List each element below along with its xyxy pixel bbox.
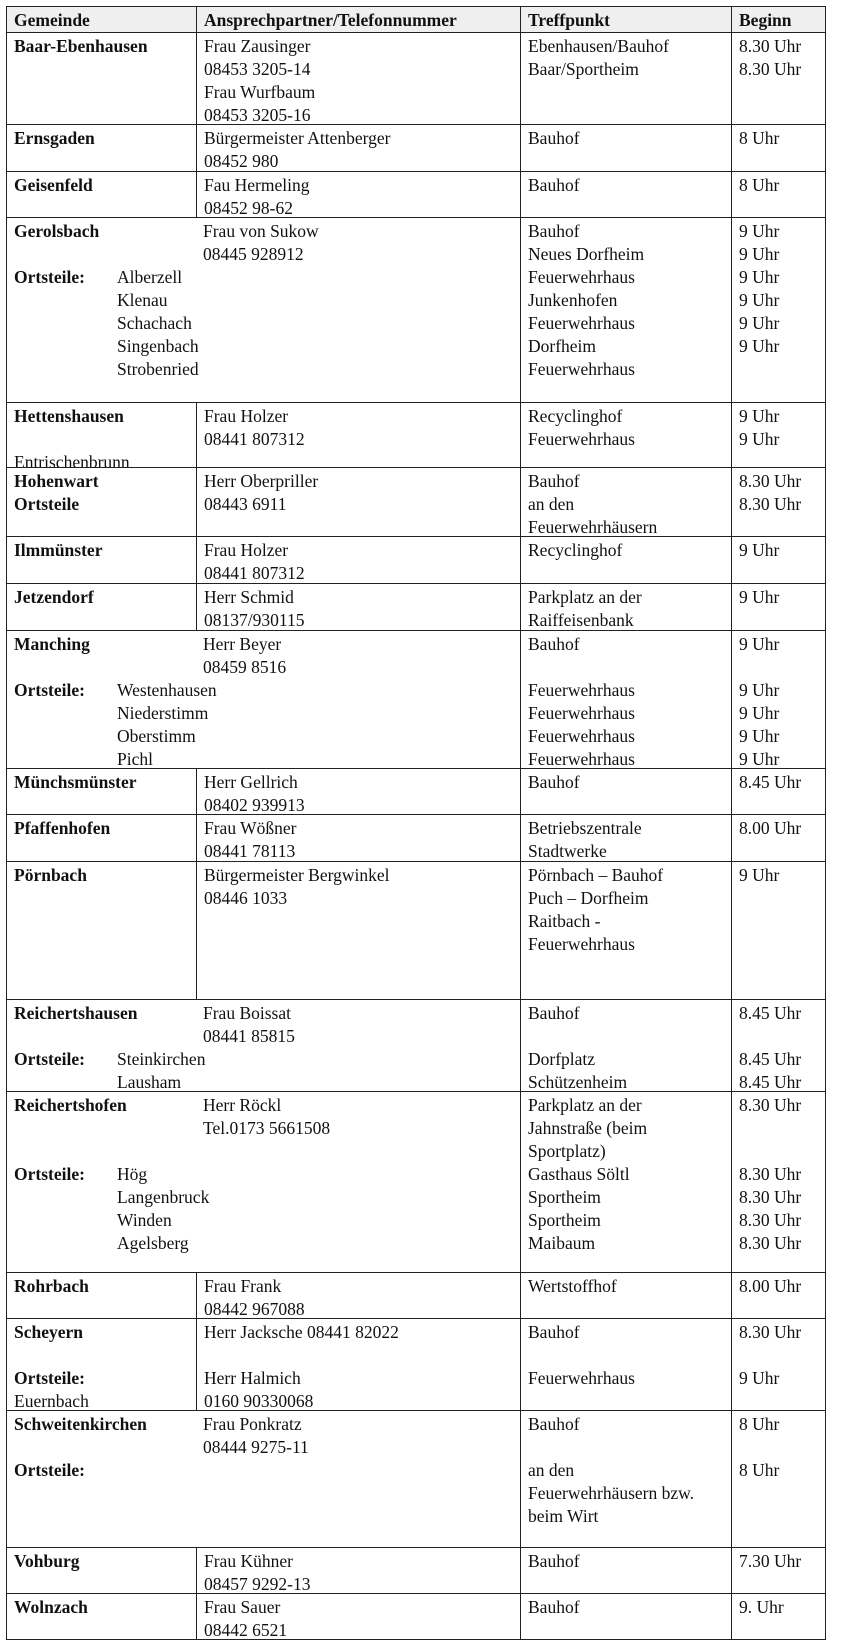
contact-line: 08445 928912 [203,244,304,264]
treffpunkt-line: Feuerwehrhaus [528,703,635,723]
table-row [7,630,825,768]
treffpunkt-line: Puch – Dorfheim [528,888,649,908]
treffpunkt-line: Sportplatz) [528,1141,606,1161]
gemeinde-cell [7,862,196,999]
beginn-line: 8.45 Uhr [739,772,802,792]
gemeinde-name: Vohburg [14,1551,80,1571]
contact-line: Tel.0173 5661508 [203,1118,331,1138]
contact-line: 08452 980 [204,151,279,171]
beginn-cell [731,1092,827,1272]
treffpunkt-line: Feuerwehrhäusern bzw. [528,1483,695,1503]
contact-line: 08441 807312 [204,429,305,449]
ortsteil-name: Klenau [117,290,168,310]
beginn-line [739,656,827,679]
gemeinde-line: Ortsteile: [14,1368,85,1388]
gemeinde-cell [7,584,196,630]
treffpunkt-line: Bauhof [528,1003,580,1023]
beginn-line: 8.45 Uhr [739,1003,802,1023]
contact-line: Frau Ponkratz [203,1414,302,1434]
gemeinde-name: Ilmmünster [14,540,103,560]
gemeinde-cell [7,1548,196,1593]
treffpunkt-cell [520,584,731,630]
ortsteile-label: Ortsteile: [14,1460,85,1480]
contact-line: 08441 85815 [203,1026,295,1046]
treffpunkt-cell [520,1548,731,1593]
treffpunkt-line: Ebenhausen/Bauhof [528,36,669,56]
ortsteile-label: Ortsteile: [14,1049,85,1069]
gemeinde-cell [7,125,196,171]
treffpunkt-cell [520,537,731,583]
contact-line: Herr Beyer [203,634,282,654]
contact-line: Fau Hermeling [204,175,310,195]
treffpunkt-line: Maibaum [528,1233,596,1253]
contact-line [204,1344,520,1367]
gemeinde-contact-cell [7,631,520,768]
gemeinde-name: Hettenshausen [14,406,124,426]
contact-cell [196,1548,520,1593]
gemeinde-name: Münchsmünster [14,772,137,792]
treffpunkt-line: Bauhof [528,1414,580,1434]
contact-line: 08453 3205-14 [204,59,311,79]
ortsteil-name: Westenhausen [117,680,217,700]
treffpunkt-line: Bauhof [528,1551,580,1571]
treffpunkt-line: Jahnstraße (beim [528,1118,648,1138]
gemeinde-line: Euernbach [14,1391,89,1411]
contact-line: Frau Boissat [203,1003,291,1023]
beginn-cell [731,631,827,768]
beginn-line: 8.00 Uhr [739,1276,802,1296]
treffpunkt-line [528,1344,731,1367]
gemeinde-name: Ernsgaden [14,128,95,148]
gemeinde-cell [7,1273,196,1318]
contact-line: Frau von Sukow [203,221,319,241]
treffpunkt-line: Gasthaus Söltl [528,1164,630,1184]
treffpunkt-cell [520,862,731,999]
ortsteil-name: Strobenried [117,359,199,379]
beginn-cell [731,125,827,171]
beginn-line: 9 Uhr [739,244,780,264]
treffpunkt-line: Sportheim [528,1187,601,1207]
beginn-cell [731,403,827,467]
contact-cell [196,584,520,630]
ortsteil-name: Langenbruck [117,1187,210,1207]
beginn-line [739,1344,827,1367]
contact-cell [196,769,520,814]
treffpunkt-cell [520,815,731,861]
ortsteil-name: Alberzell [117,267,183,287]
beginn-line: 9 Uhr [739,865,780,885]
contact-line: Herr Halmich [204,1368,301,1388]
beginn-cell [731,862,827,999]
beginn-cell [731,815,827,861]
treffpunkt-line: Recyclinghof [528,406,623,426]
beginn-line: 8.30 Uhr [739,1164,802,1184]
header-beginn: Beginn [731,7,827,32]
beginn-line: 8.30 Uhr [739,1095,802,1115]
beginn-line: 9 Uhr [739,726,780,746]
treffpunkt-line: Feuerwehrhaus [528,934,635,954]
header-treffpunkt: Treffpunkt [520,7,731,32]
table-row [7,583,825,630]
treffpunkt-line: Junkenhofen [528,290,618,310]
treffpunkt-line: Raiffeisenbank [528,610,634,630]
gemeinde-name: Schweitenkirchen [14,1414,147,1434]
beginn-line: 7.30 Uhr [739,1551,802,1571]
ortsteile-label: Ortsteile: [14,267,85,287]
gemeinde-name: Pörnbach [14,865,87,885]
treffpunkt-line: Bauhof [528,1597,580,1617]
contact-line: Herr Schmid [204,587,294,607]
beginn-line [739,1436,827,1459]
ortsteil-name: Oberstimm [117,726,196,746]
table-row [7,536,825,583]
beginn-line: 9 Uhr [739,336,780,356]
beginn-line: 8 Uhr [739,1460,780,1480]
beginn-line: 8.45 Uhr [739,1072,802,1092]
beginn-line [739,1025,827,1048]
table-row [7,999,825,1091]
beginn-line: 8.30 Uhr [739,471,802,491]
beginn-cell [731,1000,827,1091]
beginn-cell [731,218,827,402]
beginn-line: 9 Uhr [739,634,780,654]
treffpunkt-line: Parkplatz an der [528,587,642,607]
beginn-line: 9 Uhr [739,429,780,449]
contact-line: Herr Oberpriller [204,471,319,491]
treffpunkt-line: Stadtwerke [528,841,607,861]
ortsteil-name: Pichl [117,749,153,769]
treffpunkt-cell [520,1411,731,1547]
contact-cell [196,172,520,217]
treffpunkt-line: Neues Dorfheim [528,244,645,264]
contact-cell [196,862,520,999]
beginn-line: 9 Uhr [739,290,780,310]
treffpunkt-line: Betriebszentrale [528,818,642,838]
beginn-line [739,1140,827,1163]
meeting-points-table [6,6,826,1640]
treffpunkt-line: Bauhof [528,1322,580,1342]
contact-line: Frau Wurfbaum [204,82,316,102]
table-row [7,1410,825,1547]
beginn-line: 8.30 Uhr [739,59,802,79]
contact-cell [196,125,520,171]
treffpunkt-line: Feuerwehrhäusern [528,517,658,537]
ortsteile-label: Ortsteile: [14,680,85,700]
table-row [7,1318,825,1410]
table-row [7,217,825,402]
ortsteil-name: Hög [117,1164,148,1184]
treffpunkt-cell [520,125,731,171]
contact-line: 08459 8516 [203,657,287,677]
treffpunkt-line: Raitbach - [528,911,601,931]
gemeinde-line [14,1344,196,1367]
beginn-cell [731,172,827,217]
contact-line: 08453 3205-16 [204,105,311,125]
contact-line: 08441 78113 [204,841,296,861]
beginn-line: 8.30 Uhr [739,494,802,514]
gemeinde-name: Pfaffenhofen [14,818,111,838]
treffpunkt-line: beim Wirt [528,1506,599,1526]
gemeinde-name: Gerolsbach [14,221,100,241]
contact-cell [196,1594,520,1639]
gemeinde-name: Wolnzach [14,1597,88,1617]
treffpunkt-cell [520,1594,731,1639]
ortsteil-name: Lausham [117,1072,182,1092]
beginn-line: 9 Uhr [739,749,780,769]
gemeinde-name: Manching [14,634,90,654]
beginn-line: 8.30 Uhr [739,1187,802,1207]
beginn-line: 9 Uhr [739,1368,780,1388]
gemeinde-contact-cell [7,1411,520,1547]
contact-line: Frau Wößner [204,818,297,838]
treffpunkt-line: Sportheim [528,1210,601,1230]
beginn-line: 8.30 Uhr [739,1210,802,1230]
gemeinde-cell [7,33,196,124]
table-row [7,402,825,472]
treffpunkt-line: Feuerwehrhaus [528,359,635,379]
beginn-line: 8.45 Uhr [739,1049,802,1069]
gemeinde-name: Rohrbach [14,1276,89,1296]
beginn-line: 8 Uhr [739,1414,780,1434]
contact-cell [196,403,520,467]
contact-line: Frau Sauer [204,1597,281,1617]
gemeinde-name: Hohenwart [14,471,99,491]
gemeinde-contact-cell [7,1092,520,1272]
ortsteil-name: Singenbach [117,336,199,356]
beginn-line: 9 Uhr [739,313,780,333]
contact-cell [196,33,520,124]
gemeinde-contact-cell [7,1000,520,1091]
contact-line: Frau Frank [204,1276,282,1296]
table-row [7,814,825,861]
gemeinde-sub: Entrischenbrunn [14,452,130,472]
contact-cell [196,1319,520,1410]
beginn-line: 8.30 Uhr [739,36,802,56]
contact-line: Herr Röckl [203,1095,282,1115]
beginn-line: 9 Uhr [739,540,780,560]
contact-line: 08441 807312 [204,563,305,583]
treffpunkt-cell [520,468,731,536]
gemeinde-cell [7,769,196,814]
treffpunkt-line: Bauhof [528,221,580,241]
contact-line: 08446 1033 [204,888,288,908]
treffpunkt-cell [520,1000,731,1091]
contact-line: 0160 90330068 [204,1391,314,1411]
contact-line: 08137/930115 [204,610,305,630]
treffpunkt-line: Feuerwehrhaus [528,749,635,769]
gemeinde-cell [7,1319,196,1410]
gemeinde-contact-cell [7,218,520,402]
treffpunkt-line: an den [528,494,575,514]
treffpunkt-line: Dorfheim [528,336,597,356]
treffpunkt-line: Feuerwehrhaus [528,313,635,333]
table-row [7,1091,825,1272]
treffpunkt-cell [520,769,731,814]
beginn-line: 8 Uhr [739,128,780,148]
beginn-line: 8.30 Uhr [739,1233,802,1253]
contact-cell [196,468,520,536]
treffpunkt-line: Feuerwehrhaus [528,1368,635,1388]
treffpunkt-line: Bauhof [528,175,580,195]
treffpunkt-line [528,656,731,679]
gemeinde-sub: Ortsteile [14,494,80,514]
contact-line: 08457 9292-13 [204,1574,311,1594]
beginn-cell [731,584,827,630]
beginn-line [739,1117,827,1140]
treffpunkt-line: Schützenheim [528,1072,628,1092]
beginn-cell [731,1319,827,1410]
treffpunkt-cell [520,1092,731,1272]
beginn-line: 9 Uhr [739,221,780,241]
gemeinde-line: Scheyern [14,1322,84,1342]
table-row [7,1547,825,1593]
treffpunkt-cell [520,631,731,768]
gemeinde-cell [7,537,196,583]
gemeinde-cell [7,172,196,217]
gemeinde-name: Baar-Ebenhausen [14,36,148,56]
treffpunkt-line: Bauhof [528,772,580,792]
treffpunkt-cell [520,1273,731,1318]
ortsteil-name: Agelsberg [117,1233,189,1253]
table-row [7,171,825,217]
beginn-line: 8.00 Uhr [739,818,802,838]
contact-line: Bürgermeister Attenberger [204,128,391,148]
treffpunkt-line: Feuerwehrhaus [528,726,635,746]
beginn-line: 9 Uhr [739,406,780,426]
treffpunkt-line: Feuerwehrhaus [528,429,635,449]
contact-line: 08444 9275-11 [203,1437,309,1457]
beginn-cell [731,1411,827,1547]
gemeinde-cell [7,1594,196,1639]
gemeinde-name: Geisenfeld [14,175,93,195]
treffpunkt-line: Wertstoffhof [528,1276,617,1296]
beginn-cell [731,1548,827,1593]
beginn-cell [731,1273,827,1318]
treffpunkt-line [528,1025,731,1048]
contact-line: Frau Holzer [204,540,289,560]
treffpunkt-cell [520,403,731,467]
treffpunkt-cell [520,218,731,402]
treffpunkt-line: Parkplatz an der [528,1095,642,1115]
ortsteil-name: Steinkirchen [117,1049,206,1069]
contact-line: 08442 6521 [204,1620,288,1640]
contact-line: 08452 98-62 [204,198,293,218]
gemeinde-cell [7,468,196,536]
contact-line: Herr Jacksche 08441 82022 [204,1322,399,1342]
treffpunkt-line: Feuerwehrhaus [528,267,635,287]
ortsteil-name: Winden [117,1210,172,1230]
beginn-line: 9 Uhr [739,703,780,723]
table-row [7,32,825,124]
beginn-line: 9 Uhr [739,680,780,700]
beginn-cell [731,33,827,124]
treffpunkt-cell [520,33,731,124]
table-row [7,1593,825,1639]
table-row [7,1272,825,1318]
gemeinde-cell [7,815,196,861]
table-row [7,124,825,171]
contact-cell [196,1273,520,1318]
treffpunkt-line: Bauhof [528,128,580,148]
ortsteil-name: Niederstimm [117,703,209,723]
table-row [7,467,825,536]
beginn-cell [731,769,827,814]
treffpunkt-line [528,1436,731,1459]
treffpunkt-line: Bauhof [528,471,580,491]
header-contact: Ansprechpartner/Telefonnummer [196,7,520,32]
gemeinde-cell [7,403,196,472]
table-row [7,861,825,999]
contact-line: Frau Holzer [204,406,289,426]
gemeinde-name: Reichertshofen [14,1095,127,1115]
table-header-row [7,7,825,32]
contact-cell [196,815,520,861]
table-row [7,768,825,814]
treffpunkt-line: Recyclinghof [528,540,623,560]
beginn-line: 9 Uhr [739,267,780,287]
contact-line: Frau Kühner [204,1551,293,1571]
contact-line: 08443 6911 [204,494,287,514]
beginn-cell [731,537,827,583]
ortsteile-label: Ortsteile: [14,1164,85,1184]
contact-line: Herr Gellrich [204,772,298,792]
header-gemeinde: Gemeinde [14,10,90,30]
treffpunkt-line: Bauhof [528,634,580,654]
beginn-line: 9. Uhr [739,1597,784,1617]
treffpunkt-cell [520,172,731,217]
contact-line: Frau Zausinger [204,36,311,56]
treffpunkt-line: Baar/Sportheim [528,59,639,79]
treffpunkt-line: an den [528,1460,575,1480]
contact-line: Bürgermeister Bergwinkel [204,865,390,885]
treffpunkt-line: Pörnbach – Bauhof [528,865,664,885]
contact-line: 08402 939913 [204,795,305,815]
treffpunkt-line: Feuerwehrhaus [528,680,635,700]
beginn-line: 8.30 Uhr [739,1322,802,1342]
treffpunkt-cell [520,1319,731,1410]
beginn-cell [731,468,827,536]
contact-line: 08442 967088 [204,1299,305,1319]
beginn-line: 9 Uhr [739,587,780,607]
treffpunkt-line: Dorfplatz [528,1049,596,1069]
gemeinde-name: Jetzendorf [14,587,94,607]
contact-cell [196,537,520,583]
ortsteil-name: Schachach [117,313,192,333]
beginn-cell [731,1594,827,1639]
gemeinde-name: Reichertshausen [14,1003,138,1023]
beginn-line: 8 Uhr [739,175,780,195]
